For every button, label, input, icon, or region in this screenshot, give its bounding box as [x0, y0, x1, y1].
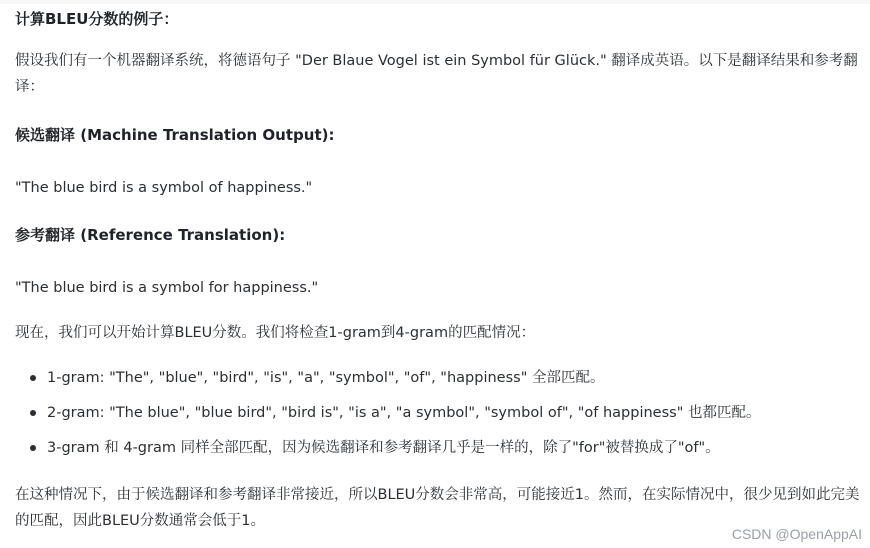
reference-label-en: (Reference Translation):: [80, 226, 286, 244]
top-divider: [0, 0, 870, 4]
reference-label-cn: 参考翻译: [15, 226, 76, 244]
ngram-check-intro: 现在，我们可以开始计算BLEU分数。我们将检查1-gram到4-gram的匹配情况：: [15, 325, 536, 341]
list-item: [15, 400, 860, 435]
bullet-dot-icon: [30, 445, 36, 451]
candidate-label-en: (Machine Translation Output):: [80, 126, 335, 144]
list-item: [15, 365, 860, 400]
list-item: [15, 435, 860, 470]
list-item-text: 3-gram 和 4-gram 同样全部匹配，因为候选翻译和参考翻译几乎是一样的，除了"for"被替换成了"of"。: [47, 440, 720, 456]
ngram-match-list: [15, 365, 860, 470]
bullet-dot-icon: [30, 410, 36, 416]
candidate-label-cn: 候选翻译: [15, 126, 76, 144]
bullet-dot-icon: [30, 375, 36, 381]
reference-heading: [15, 224, 285, 245]
conclusion-paragraph: 在这种情况下，由于候选翻译和参考翻译非常接近，所以BLEU分数会非常高，可能接近1。然而，在实际情况中，很少见到如此完美的匹配，因此BLEU分数通常会低于1。: [15, 487, 860, 529]
list-item-text: 2-gram: "The blue", "blue bird", "bird is", "is a", "a symbol", "symbol of", "of happiness" 也都匹配。: [47, 405, 761, 421]
list-item-text: 1-gram: "The", "blue", "bird", "is", "a", "symbol", "of", "happiness" 全部匹配。: [47, 370, 605, 386]
reference-translation: "The blue bird is a symbol for happiness.": [15, 280, 319, 296]
intro-paragraph: 假设我们有一个机器翻译系统，将德语句子 "Der Blaue Vogel ist ein Symbol für Glück." 翻译成英语。以下是翻译结果和参考翻译：: [15, 53, 858, 95]
section-heading: 计算BLEU分数的例子：: [15, 10, 179, 28]
watermark: CSDN @OpenAppAI: [731, 526, 862, 542]
candidate-heading: [15, 124, 334, 145]
candidate-translation: "The blue bird is a symbol of happiness.": [15, 180, 313, 196]
